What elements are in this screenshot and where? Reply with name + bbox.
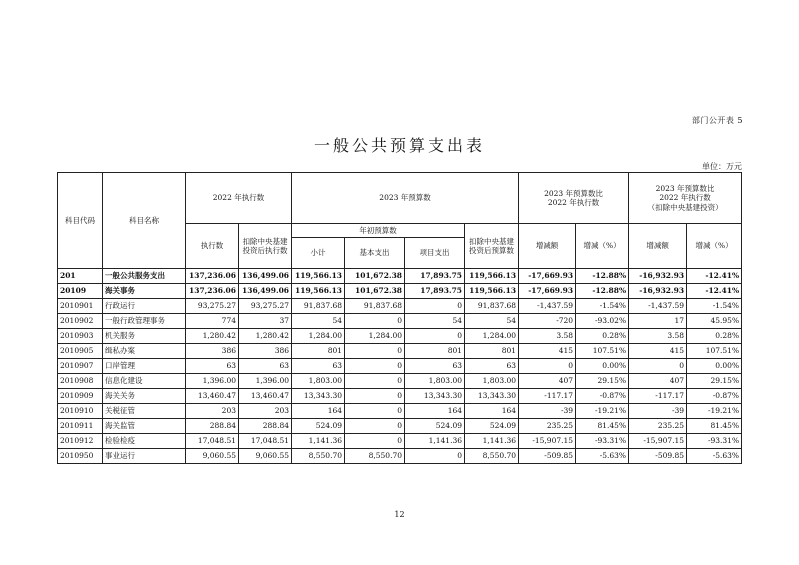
header-change-pct: 增减（%） <box>576 224 629 269</box>
cell-project: 0 <box>405 329 465 344</box>
table-row <box>58 434 742 449</box>
page-number: 12 <box>394 510 405 519</box>
cell-name: 一般公共服务支出 <box>103 269 186 284</box>
cell-subtotal: 63 <box>292 359 345 374</box>
cell-name: 口岸管理 <box>103 359 186 374</box>
cell-budget-deduct: 119,566.13 <box>465 269 519 284</box>
cell-project: 54 <box>405 314 465 329</box>
cell-pct: -93.02% <box>576 314 629 329</box>
cell-exec: 774 <box>186 314 239 329</box>
cell-exec: 288.84 <box>186 419 239 434</box>
cell-subtotal: 8,550.70 <box>292 449 345 464</box>
cell-chg2: 407 <box>629 374 687 389</box>
table-row <box>58 269 742 284</box>
header-budget-deduct: 扣除中央基建投资后预算数 <box>465 224 519 269</box>
cell-budget-deduct: 1,141.36 <box>465 434 519 449</box>
cell-chg: 415 <box>519 344 576 359</box>
cell-chg: -720 <box>519 314 576 329</box>
table-row <box>58 449 742 464</box>
cell-pct2: 81.45% <box>687 419 742 434</box>
cell-pct: -12.88% <box>576 269 629 284</box>
cell-chg2: -15,907.15 <box>629 434 687 449</box>
cell-basic: 0 <box>345 344 405 359</box>
cell-code: 2010905 <box>58 344 103 359</box>
cell-project: 1,803.00 <box>405 374 465 389</box>
cell-budget-deduct: 13,343.30 <box>465 389 519 404</box>
header-project: 项目支出 <box>405 238 465 269</box>
cell-chg: -15,907.15 <box>519 434 576 449</box>
cell-name: 关税征管 <box>103 404 186 419</box>
cell-chg: 0 <box>519 359 576 374</box>
header-compare-deduct-cell <box>629 173 742 224</box>
cell-budget-deduct: 164 <box>465 404 519 419</box>
cell-exec-deduct: 93,275.27 <box>239 299 292 314</box>
cell-subtotal: 1,284.00 <box>292 329 345 344</box>
cell-code: 2010907 <box>58 359 103 374</box>
header-compare-deduct-text1: 2023 年预算数比 <box>655 183 715 193</box>
cell-basic: 101,672.38 <box>345 269 405 284</box>
page-title: 一般公共预算支出表 <box>313 136 485 155</box>
cell-exec-deduct: 1,396.00 <box>239 374 292 389</box>
cell-name: 海关事务 <box>103 284 186 299</box>
header-compare-exec-cell <box>519 173 629 224</box>
cell-project: 17,893.75 <box>405 284 465 299</box>
cell-code: 2010901 <box>58 299 103 314</box>
cell-pct2: 45.95% <box>687 314 742 329</box>
cell-code: 2010903 <box>58 329 103 344</box>
header-compare-exec-text2: 2022 年执行数 <box>547 198 600 207</box>
cell-basic: 0 <box>345 359 405 374</box>
cell-budget-deduct: 1,284.00 <box>465 329 519 344</box>
cell-basic: 0 <box>345 314 405 329</box>
cell-chg: 3.58 <box>519 329 576 344</box>
cell-budget-deduct: 8,550.70 <box>465 449 519 464</box>
cell-name: 事业运行 <box>103 449 186 464</box>
cell-budget-deduct: 1,803.00 <box>465 374 519 389</box>
cell-budget-deduct: 63 <box>465 359 519 374</box>
cell-pct2: 107.51% <box>687 344 742 359</box>
cell-name: 机关服务 <box>103 329 186 344</box>
cell-pct: 0.00% <box>576 359 629 374</box>
cell-chg2: 3.58 <box>629 329 687 344</box>
cell-basic: 0 <box>345 389 405 404</box>
cell-chg2: -1,437.59 <box>629 299 687 314</box>
header-exec-2022-cell: 2022 年执行数 <box>186 173 292 224</box>
cell-exec: 93,275.27 <box>186 299 239 314</box>
header-compare-deduct-text3: （扣除中央基建投资） <box>647 202 723 212</box>
cell-name: 缉私办案 <box>103 344 186 359</box>
header-name-cell: 科目名称 <box>103 173 186 269</box>
cell-subtotal: 1,141.36 <box>292 434 345 449</box>
cell-chg: 407 <box>519 374 576 389</box>
header-exec: 执行数 <box>186 224 239 269</box>
cell-subtotal: 801 <box>292 344 345 359</box>
cell-exec-deduct: 63 <box>239 359 292 374</box>
budget-expenditure-table-body <box>57 172 742 464</box>
cell-pct2: -93.31% <box>687 434 742 449</box>
cell-pct2: -1.54% <box>687 299 742 314</box>
cell-pct2: -19.21% <box>687 404 742 419</box>
cell-code: 2010911 <box>58 419 103 434</box>
cell-name: 信息化建设 <box>103 374 186 389</box>
cell-subtotal: 1,803.00 <box>292 374 345 389</box>
table-row <box>58 374 742 389</box>
header-exec-deduct: 扣除中央基建投资后执行数 <box>239 224 292 269</box>
cell-chg: 235.25 <box>519 419 576 434</box>
cell-code: 2010908 <box>58 374 103 389</box>
cell-budget-deduct: 54 <box>465 314 519 329</box>
cell-subtotal: 13,343.30 <box>292 389 345 404</box>
cell-basic: 0 <box>345 434 405 449</box>
cell-exec-deduct: 136,499.06 <box>239 269 292 284</box>
cell-pct: -19.21% <box>576 404 629 419</box>
cell-pct: 81.45% <box>576 419 629 434</box>
cell-basic: 0 <box>345 404 405 419</box>
cell-project: 164 <box>405 404 465 419</box>
cell-project: 1,141.36 <box>405 434 465 449</box>
cell-code: 2010902 <box>58 314 103 329</box>
cell-chg2: -117.17 <box>629 389 687 404</box>
cell-pct2: 0.00% <box>687 359 742 374</box>
table-body <box>58 269 742 464</box>
cell-project: 13,343.30 <box>405 389 465 404</box>
cell-pct: -12.88% <box>576 284 629 299</box>
cell-chg: -17,669.93 <box>519 269 576 284</box>
cell-project: 801 <box>405 344 465 359</box>
cell-exec-deduct: 203 <box>239 404 292 419</box>
cell-exec-deduct: 1,280.42 <box>239 329 292 344</box>
cell-code: 20109 <box>58 284 103 299</box>
cell-subtotal: 164 <box>292 404 345 419</box>
cell-exec-deduct: 37 <box>239 314 292 329</box>
cell-subtotal: 91,837.68 <box>292 299 345 314</box>
cell-chg: -17,669.93 <box>519 284 576 299</box>
cell-basic: 0 <box>345 419 405 434</box>
cell-exec: 17,048.51 <box>186 434 239 449</box>
cell-pct2: -0.87% <box>687 389 742 404</box>
cell-code: 201 <box>58 269 103 284</box>
table-row <box>58 329 742 344</box>
cell-pct: -0.87% <box>576 389 629 404</box>
cell-exec-deduct: 386 <box>239 344 292 359</box>
cell-name: 海关监管 <box>103 419 186 434</box>
cell-chg2: -16,932.93 <box>629 269 687 284</box>
cell-exec-deduct: 9,060.55 <box>239 449 292 464</box>
header-change-amount: 增减额 <box>519 224 576 269</box>
cell-pct: -93.31% <box>576 434 629 449</box>
cell-exec: 13,460.47 <box>186 389 239 404</box>
cell-exec: 386 <box>186 344 239 359</box>
table-row <box>58 359 742 374</box>
cell-pct: 0.28% <box>576 329 629 344</box>
cell-chg: -39 <box>519 404 576 419</box>
cell-pct2: 29.15% <box>687 374 742 389</box>
cell-pct: 107.51% <box>576 344 629 359</box>
cell-chg2: 17 <box>629 314 687 329</box>
cell-exec-deduct: 136,499.06 <box>239 284 292 299</box>
table-row <box>58 419 742 434</box>
cell-basic: 101,672.38 <box>345 284 405 299</box>
cell-name: 一般行政管理事务 <box>103 314 186 329</box>
cell-chg2: 235.25 <box>629 419 687 434</box>
header-budget-2023-cell: 2023 年预算数 <box>292 173 519 224</box>
cell-exec: 9,060.55 <box>186 449 239 464</box>
cell-chg2: -39 <box>629 404 687 419</box>
cell-code: 2010910 <box>58 404 103 419</box>
cell-chg2: -16,932.93 <box>629 284 687 299</box>
cell-chg2: -509.85 <box>629 449 687 464</box>
cell-pct: 29.15% <box>576 374 629 389</box>
cell-exec-deduct: 288.84 <box>239 419 292 434</box>
cell-pct2: -12.41% <box>687 269 742 284</box>
cell-subtotal: 119,566.13 <box>292 269 345 284</box>
cell-chg2: 415 <box>629 344 687 359</box>
cell-code: 2010912 <box>58 434 103 449</box>
cell-name: 海关关务 <box>103 389 186 404</box>
table-row <box>58 299 742 314</box>
cell-basic: 91,837.68 <box>345 299 405 314</box>
table-row <box>58 284 742 299</box>
cell-name: 行政运行 <box>103 299 186 314</box>
cell-pct2: 0.28% <box>687 329 742 344</box>
table-row <box>58 344 742 359</box>
cell-pct: -1.54% <box>576 299 629 314</box>
table-row <box>58 389 742 404</box>
cell-pct2: -5.63% <box>687 449 742 464</box>
cell-code: 2010950 <box>58 449 103 464</box>
cell-budget-deduct: 119,566.13 <box>465 284 519 299</box>
cell-chg: -509.85 <box>519 449 576 464</box>
cell-exec: 203 <box>186 404 239 419</box>
cell-budget-deduct: 801 <box>465 344 519 359</box>
cell-basic: 1,284.00 <box>345 329 405 344</box>
table-row <box>58 314 742 329</box>
cell-chg: -1,437.59 <box>519 299 576 314</box>
cell-chg: -117.17 <box>519 389 576 404</box>
cell-name: 检验检疫 <box>103 434 186 449</box>
document-label: 部门公开表 5 <box>691 116 743 125</box>
cell-pct: -5.63% <box>576 449 629 464</box>
cell-code: 2010909 <box>58 389 103 404</box>
header-subtotal: 小计 <box>292 238 345 269</box>
header-initial-budget: 年初预算数 <box>292 224 465 238</box>
header-compare-exec-text1: 2023 年预算数比 <box>544 188 604 198</box>
header-compare-deduct-text2: 2022 年执行数 <box>659 193 711 203</box>
cell-budget-deduct: 524.09 <box>465 419 519 434</box>
cell-exec: 137,236.06 <box>186 284 239 299</box>
cell-pct2: -12.41% <box>687 284 742 299</box>
header-change-amount-2: 增减额 <box>629 224 687 269</box>
unit-label: 单位：万元 <box>702 162 742 171</box>
cell-subtotal: 119,566.13 <box>292 284 345 299</box>
cell-basic: 8,550.70 <box>345 449 405 464</box>
cell-exec: 137,236.06 <box>186 269 239 284</box>
cell-basic: 0 <box>345 374 405 389</box>
cell-subtotal: 54 <box>292 314 345 329</box>
cell-project: 17,893.75 <box>405 269 465 284</box>
cell-budget-deduct: 91,837.68 <box>465 299 519 314</box>
cell-chg2: 0 <box>629 359 687 374</box>
cell-subtotal: 524.09 <box>292 419 345 434</box>
header-code-cell: 科目代码 <box>58 173 103 269</box>
cell-exec-deduct: 17,048.51 <box>239 434 292 449</box>
cell-exec-deduct: 13,460.47 <box>239 389 292 404</box>
cell-project: 524.09 <box>405 419 465 434</box>
cell-exec: 63 <box>186 359 239 374</box>
cell-project: 0 <box>405 299 465 314</box>
cell-project: 63 <box>405 359 465 374</box>
cell-exec: 1,280.42 <box>186 329 239 344</box>
header-change-pct-2: 增减（%） <box>687 224 742 269</box>
cell-exec: 1,396.00 <box>186 374 239 389</box>
header-basic: 基本支出 <box>345 238 405 269</box>
cell-project: 0 <box>405 449 465 464</box>
table-row <box>58 404 742 419</box>
